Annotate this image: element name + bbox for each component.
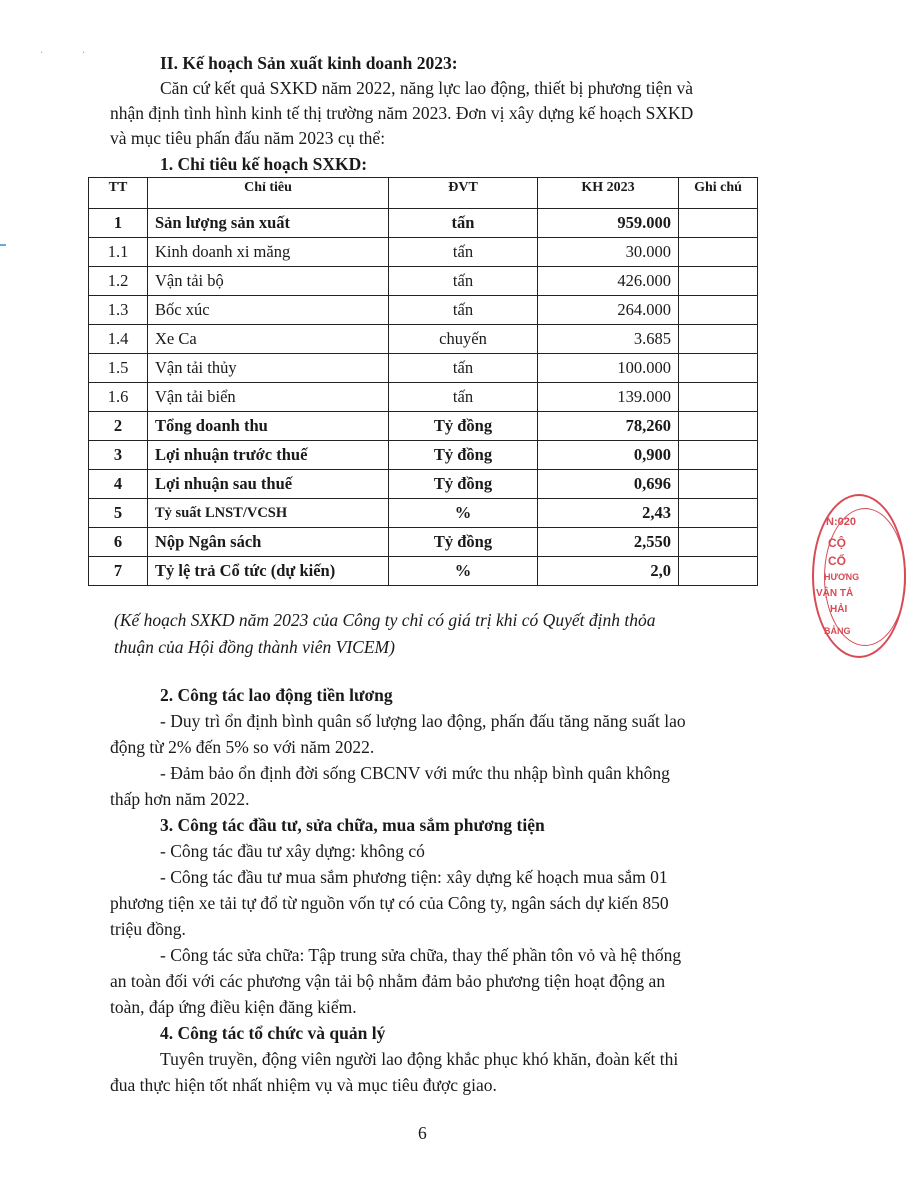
cell-unit: % <box>389 499 538 528</box>
sub3-line-3: phương tiện xe tải tự đổ từ nguồn vốn tự có của Công ty, ngân sách dự kiến 850 <box>110 893 669 913</box>
sub4-line-1: Tuyên truyền, động viên người lao động khắc phục khó khăn, đoàn kết thi <box>160 1049 679 1069</box>
table-row <box>89 296 758 325</box>
cell-unit: tấn <box>389 238 538 267</box>
cell-plan: 3.685 <box>538 325 679 354</box>
subsection-3-title: 3. Công tác đầu tư, sửa chữa, mua sắm phương tiện <box>160 815 545 835</box>
sub3-line-7: toàn, đáp ứng điều kiện đăng kiểm. <box>110 997 357 1017</box>
sub2-line-1: - Duy trì ổn định bình quân số lượng lao động, phấn đấu tăng năng suất lao <box>160 711 686 731</box>
header-tt: TT <box>89 178 148 209</box>
cell-note <box>679 267 758 296</box>
cell-unit: Tỷ đồng <box>389 441 538 470</box>
cell-indicator: Vận tải biển <box>148 383 389 412</box>
cell-note <box>679 441 758 470</box>
cell-tt: 1.1 <box>89 238 148 267</box>
page-number: 6 <box>418 1123 427 1143</box>
cell-note <box>679 296 758 325</box>
cell-note <box>679 528 758 557</box>
cell-plan: 2,550 <box>538 528 679 557</box>
header-unit: ĐVT <box>389 178 538 209</box>
company-stamp <box>812 494 906 658</box>
cell-tt: 1.3 <box>89 296 148 325</box>
cell-plan: 2,0 <box>538 557 679 586</box>
cell-tt: 1 <box>89 209 148 238</box>
cell-unit: Tỷ đồng <box>389 528 538 557</box>
cell-plan: 100.000 <box>538 354 679 383</box>
sub2-line-3: - Đảm bảo ổn định đời sống CBCNV với mức thu nhập bình quân không <box>160 763 670 783</box>
cell-note <box>679 412 758 441</box>
sub2-line-4: thấp hơn năm 2022. <box>110 789 250 809</box>
stamp-text: CỔ <box>828 554 846 568</box>
cell-plan: 78,260 <box>538 412 679 441</box>
table-row <box>89 441 758 470</box>
cell-indicator: Vận tải bộ <box>148 267 389 296</box>
sub2-line-2: động từ 2% đến 5% so với năm 2022. <box>110 737 375 757</box>
cell-indicator: Lợi nhuận trước thuế <box>148 441 389 470</box>
cell-tt: 7 <box>89 557 148 586</box>
cell-indicator: Tỷ lệ trả Cổ tức (dự kiến) <box>148 557 389 586</box>
header-plan-2023: KH 2023 <box>538 178 679 209</box>
table-row <box>89 499 758 528</box>
cell-unit: tấn <box>389 383 538 412</box>
stamp-text: HƯƠNG <box>824 572 860 582</box>
cell-note <box>679 354 758 383</box>
cell-note <box>679 470 758 499</box>
subsection-4-title: 4. Công tác tổ chức và quản lý <box>160 1023 386 1043</box>
cell-indicator: Sản lượng sản xuất <box>148 209 389 238</box>
header-indicator: Chỉ tiêu <box>148 178 389 209</box>
stamp-text: BẢNG <box>824 626 851 636</box>
sub4-line-2: đua thực hiện tốt nhất nhiệm vụ và mục tiêu được giao. <box>110 1075 497 1095</box>
scan-edge-mark <box>0 244 6 246</box>
header-note: Ghi chú <box>679 178 758 209</box>
cell-tt: 1.5 <box>89 354 148 383</box>
sub3-line-6: an toàn đối với các phương vận tải bộ nhằm đảm bảo phương tiện hoạt động an <box>110 971 666 991</box>
plan-table <box>88 177 758 586</box>
sub3-line-2: - Công tác đầu tư mua sắm phương tiện: xây dựng kế hoạch mua sắm 01 <box>160 867 668 887</box>
cell-plan: 139.000 <box>538 383 679 412</box>
cell-indicator: Lợi nhuận sau thuế <box>148 470 389 499</box>
cell-tt: 1.4 <box>89 325 148 354</box>
table-row <box>89 325 758 354</box>
cell-plan: 264.000 <box>538 296 679 325</box>
table-row <box>89 383 758 412</box>
cell-note <box>679 325 758 354</box>
stamp-text: CỘ <box>828 536 846 550</box>
sub3-line-5: - Công tác sửa chữa: Tập trung sửa chữa, thay thế phần tôn vỏ và hệ thống <box>160 945 682 965</box>
table-note-line-1: (Kế hoạch SXKD năm 2023 của Công ty chỉ có giá trị khi có Quyết định thỏa <box>114 610 656 630</box>
table-header-row <box>89 178 758 209</box>
cell-unit: Tỷ đồng <box>389 470 538 499</box>
cell-note <box>679 238 758 267</box>
intro-line-1: Căn cứ kết quả SXKD năm 2022, năng lực lao động, thiết bị phương tiện và <box>160 78 693 98</box>
table-row <box>89 412 758 441</box>
sub3-line-1: - Công tác đầu tư xây dựng: không có <box>160 841 425 861</box>
table-row <box>89 470 758 499</box>
cell-unit: Tỷ đồng <box>389 412 538 441</box>
stamp-text: N:020 <box>826 516 856 528</box>
subsection-1-title: 1. Chỉ tiêu kế hoạch SXKD: <box>160 154 368 174</box>
cell-plan: 0,900 <box>538 441 679 470</box>
cell-note <box>679 499 758 528</box>
scan-artifact-dots: · · <box>40 48 104 59</box>
cell-indicator: Vận tải thủy <box>148 354 389 383</box>
cell-unit: tấn <box>389 209 538 238</box>
cell-plan: 2,43 <box>538 499 679 528</box>
cell-note <box>679 383 758 412</box>
cell-indicator: Nộp Ngân sách <box>148 528 389 557</box>
cell-tt: 1.6 <box>89 383 148 412</box>
cell-unit: tấn <box>389 267 538 296</box>
cell-indicator: Kinh doanh xi măng <box>148 238 389 267</box>
subsection-2-title: 2. Công tác lao động tiền lương <box>160 685 393 705</box>
intro-line-2: nhận định tình hình kinh tế thị trường năm 2023. Đơn vị xây dựng kế hoạch SXKD <box>110 103 694 123</box>
table-note-line-2: thuận của Hội đồng thành viên VICEM) <box>114 637 395 657</box>
cell-indicator: Tổng doanh thu <box>148 412 389 441</box>
cell-unit: tấn <box>389 354 538 383</box>
sub3-line-4: triệu đồng. <box>110 919 186 939</box>
stamp-text: VẬN TẢ <box>816 588 854 599</box>
stamp-text: HẢI <box>830 604 848 615</box>
cell-tt: 2 <box>89 412 148 441</box>
cell-note <box>679 209 758 238</box>
cell-tt: 1.2 <box>89 267 148 296</box>
cell-indicator: Tỷ suất LNST/VCSH <box>148 499 389 528</box>
cell-plan: 426.000 <box>538 267 679 296</box>
cell-tt: 5 <box>89 499 148 528</box>
cell-tt: 6 <box>89 528 148 557</box>
cell-unit: % <box>389 557 538 586</box>
table-row <box>89 557 758 586</box>
cell-plan: 30.000 <box>538 238 679 267</box>
intro-line-3: và mục tiêu phấn đấu năm 2023 cụ thể: <box>110 128 386 148</box>
cell-plan: 0,696 <box>538 470 679 499</box>
cell-unit: chuyến <box>389 325 538 354</box>
cell-tt: 3 <box>89 441 148 470</box>
section-title: II. Kế hoạch Sản xuất kinh doanh 2023: <box>160 53 458 73</box>
cell-note <box>679 557 758 586</box>
cell-plan: 959.000 <box>538 209 679 238</box>
table-row <box>89 354 758 383</box>
cell-tt: 4 <box>89 470 148 499</box>
table-row <box>89 238 758 267</box>
cell-indicator: Bốc xúc <box>148 296 389 325</box>
table-row <box>89 267 758 296</box>
cell-indicator: Xe Ca <box>148 325 389 354</box>
table-row <box>89 528 758 557</box>
table-row <box>89 209 758 238</box>
cell-unit: tấn <box>389 296 538 325</box>
